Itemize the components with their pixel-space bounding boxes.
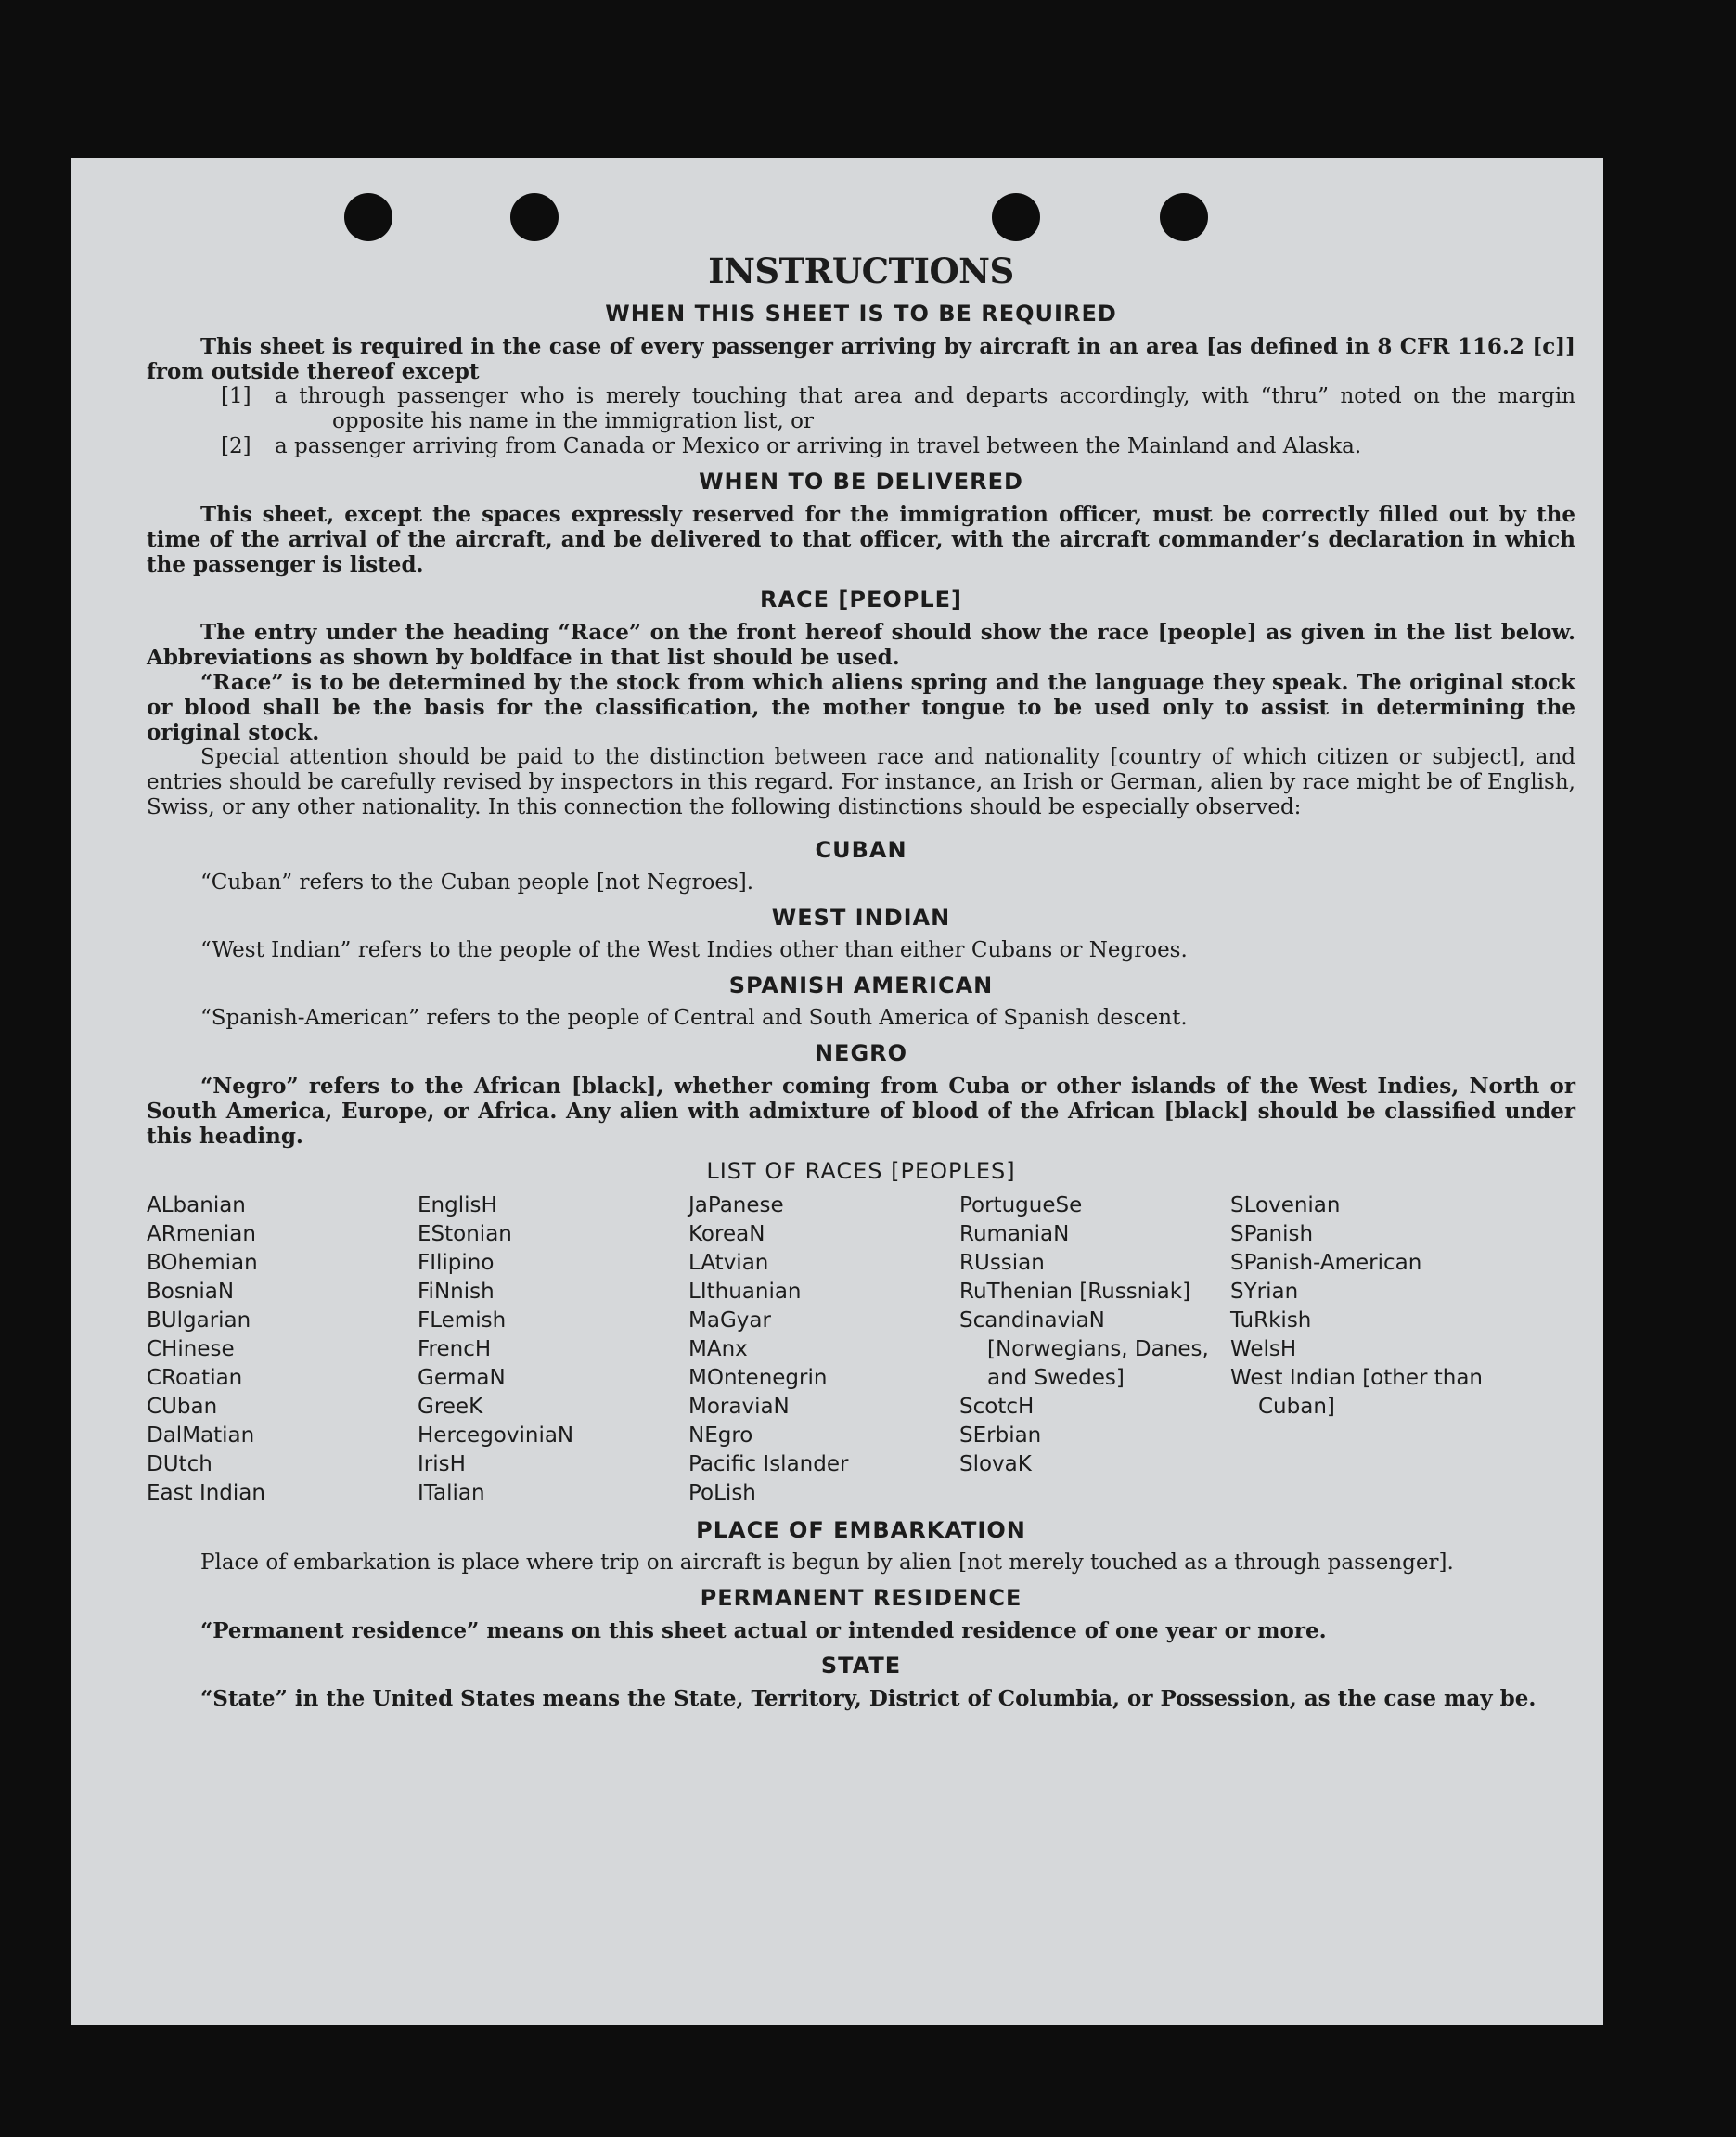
- races-column: [1230, 1191, 1501, 1508]
- race-entry: EStonian: [418, 1222, 512, 1246]
- race-entry: DUtch: [147, 1452, 212, 1476]
- race-paragraph-2: “Race” is to be determined by the stock from which aliens spring and the language they speak. The original stock or blood shall be the basis for the classification, the mother tongue to be used only to assist in determining the original stock.: [147, 670, 1575, 745]
- race-entry: DalMatian: [147, 1423, 255, 1448]
- race-entry: NEgro: [688, 1423, 753, 1448]
- race-paragraph-3: Special attention should be paid to the distinction between race and nationality [country of which citizen or subject], and entries should be carefully revised by inspectors in this regard. For instance, an Irish or German, alien by race might be of English, Swiss, or any other nationality. In this connection the following distinctions should be especially observed:: [147, 745, 1575, 819]
- cuban-text: “Cuban” refers to the Cuban people [not Negroes].: [200, 870, 754, 895]
- race-paragraph-1: The entry under the heading “Race” on the front hereof should show the race [people] as given in the list below. Abbreviations as shown by boldface in that list should be used.: [147, 620, 1575, 670]
- races-list: [147, 1191, 1575, 1508]
- race-entry: ITalian: [418, 1481, 485, 1505]
- heading-delivered: WHEN TO BE DELIVERED: [699, 469, 1023, 495]
- heading-negro: NEGRO: [814, 1040, 908, 1066]
- required-item-2: [147, 434, 1575, 459]
- residence-text: “Permanent residence” means on this sheet actual or intended residence of one year or more.: [200, 1618, 1327, 1643]
- race-entry: SlovaK: [959, 1452, 1032, 1476]
- heading-required: WHEN THIS SHEET IS TO BE REQUIRED: [605, 301, 1117, 327]
- page-title: INSTRUCTIONS: [708, 251, 1014, 291]
- race-entry: Pacific Islander: [688, 1452, 849, 1476]
- race-entry: BUlgarian: [147, 1308, 251, 1332]
- heading-west-indian: WEST INDIAN: [771, 905, 951, 931]
- race-entry: ALbanian: [147, 1193, 246, 1217]
- race-entry: MOntenegrin: [688, 1366, 828, 1390]
- race-entry: PortugueSe: [959, 1193, 1083, 1217]
- item-text: a passenger arriving from Canada or Mexico or arriving in travel between the Mainland and Alaska.: [275, 434, 1362, 458]
- punch-hole: [1160, 193, 1208, 241]
- race-entry: RuThenian [Russniak]: [959, 1280, 1191, 1304]
- race-entry: RumaniaN: [959, 1222, 1070, 1246]
- race-entry: FIlipino: [418, 1251, 495, 1275]
- west-indian-text: “West Indian” refers to the people of the West Indies other than either Cubans or Negroes.: [200, 938, 1188, 962]
- race-entry: FrencH: [418, 1337, 492, 1361]
- race-entry: PoLish: [688, 1481, 756, 1505]
- race-entry: TuRkish: [1230, 1308, 1312, 1332]
- sheet-content: [147, 251, 1575, 1711]
- item-text: a through passenger who is merely touching that area and departs accordingly, with “thru” noted on the margin opposite his name in the immigration list, or: [275, 384, 1575, 433]
- heading-spanish-american: SPANISH AMERICAN: [728, 972, 994, 998]
- required-item-1: [147, 384, 1575, 434]
- race-entry: GermaN: [418, 1366, 506, 1390]
- race-entry: JaPanese: [688, 1193, 784, 1217]
- races-column: [688, 1191, 959, 1508]
- race-entry: CUban: [147, 1395, 218, 1419]
- item-number: [1]: [221, 384, 251, 408]
- race-entry: EnglisH: [418, 1193, 497, 1217]
- punch-hole: [510, 193, 559, 241]
- race-entry: SErbian: [959, 1423, 1042, 1448]
- race-entry: SPanish-American: [1230, 1251, 1422, 1275]
- race-entry: LIthuanian: [688, 1280, 802, 1304]
- race-entry: MaGyar: [688, 1308, 771, 1332]
- race-entry: LAtvian: [688, 1251, 769, 1275]
- race-entry: MAnx: [688, 1337, 748, 1361]
- race-entry: RUssian: [959, 1251, 1045, 1275]
- state-text: “State” in the United States means the State, Territory, District of Columbia, or Possession, as the case may be.: [200, 1686, 1537, 1711]
- race-entry: CHinese: [147, 1337, 235, 1361]
- race-entry: MoraviaN: [688, 1395, 790, 1419]
- race-entry: ScandinaviaN [Norwegians, Danes, and Swedes]: [959, 1308, 1209, 1390]
- race-entry: CRoatian: [147, 1366, 243, 1390]
- race-entry: HercegoviniaN: [418, 1423, 574, 1448]
- race-entry: West Indian [other than Cuban]: [1230, 1366, 1484, 1419]
- race-entry: SPanish: [1230, 1222, 1314, 1246]
- race-entry: SYrian: [1230, 1280, 1299, 1304]
- heading-list-of-races: LIST OF RACES [PEOPLES]: [706, 1158, 1016, 1184]
- spanish-american-text: “Spanish-American” refers to the people of Central and South America of Spanish descent.: [200, 1006, 1188, 1030]
- instruction-sheet: [71, 158, 1603, 2025]
- embarkation-text: Place of embarkation is place where trip on aircraft is begun by alien [not merely touched as a through passenger].: [200, 1551, 1454, 1575]
- race-entry: GreeK: [418, 1395, 483, 1419]
- heading-race: RACE [PEOPLE]: [759, 586, 963, 612]
- punch-hole: [344, 193, 392, 241]
- heading-state: STATE: [820, 1653, 902, 1679]
- negro-text: “Negro” refers to the African [black], whether coming from Cuba or other islands of the West Indies, North or South America, Europe, or Africa. Any alien with admixture of blood of the African [black] should be classified under this heading.: [147, 1074, 1575, 1149]
- race-entry: BosniaN: [147, 1280, 235, 1304]
- race-entry: SLovenian: [1230, 1193, 1341, 1217]
- heading-cuban: CUBAN: [815, 837, 907, 863]
- item-number: [2]: [221, 434, 251, 458]
- race-entry: ScotcH: [959, 1395, 1035, 1419]
- race-entry: KoreaN: [688, 1222, 765, 1246]
- race-entry: East Indian: [147, 1481, 265, 1505]
- race-entry: FiNnish: [418, 1280, 495, 1304]
- races-column: [418, 1191, 688, 1508]
- race-entry: IrisH: [418, 1452, 466, 1476]
- race-entry: WelsH: [1230, 1337, 1297, 1361]
- delivered-text: This sheet, except the spaces expressly reserved for the immigration officer, must be correctly filled out by the time of the arrival of the aircraft, and be delivered to that officer, with the aircraft commander’s declaration in which the passenger is listed.: [147, 502, 1575, 577]
- races-column: [147, 1191, 418, 1508]
- races-column: [959, 1191, 1230, 1508]
- punch-hole: [992, 193, 1040, 241]
- heading-residence: PERMANENT RESIDENCE: [700, 1585, 1022, 1611]
- required-intro: This sheet is required in the case of every passenger arriving by aircraft in an area [as defined in 8 CFR 116.2 [c]] from outside thereof except: [147, 334, 1575, 384]
- race-entry: FLemish: [418, 1308, 507, 1332]
- heading-embarkation: PLACE OF EMBARKATION: [696, 1517, 1026, 1543]
- race-entry: BOhemian: [147, 1251, 258, 1275]
- race-entry: ARmenian: [147, 1222, 256, 1246]
